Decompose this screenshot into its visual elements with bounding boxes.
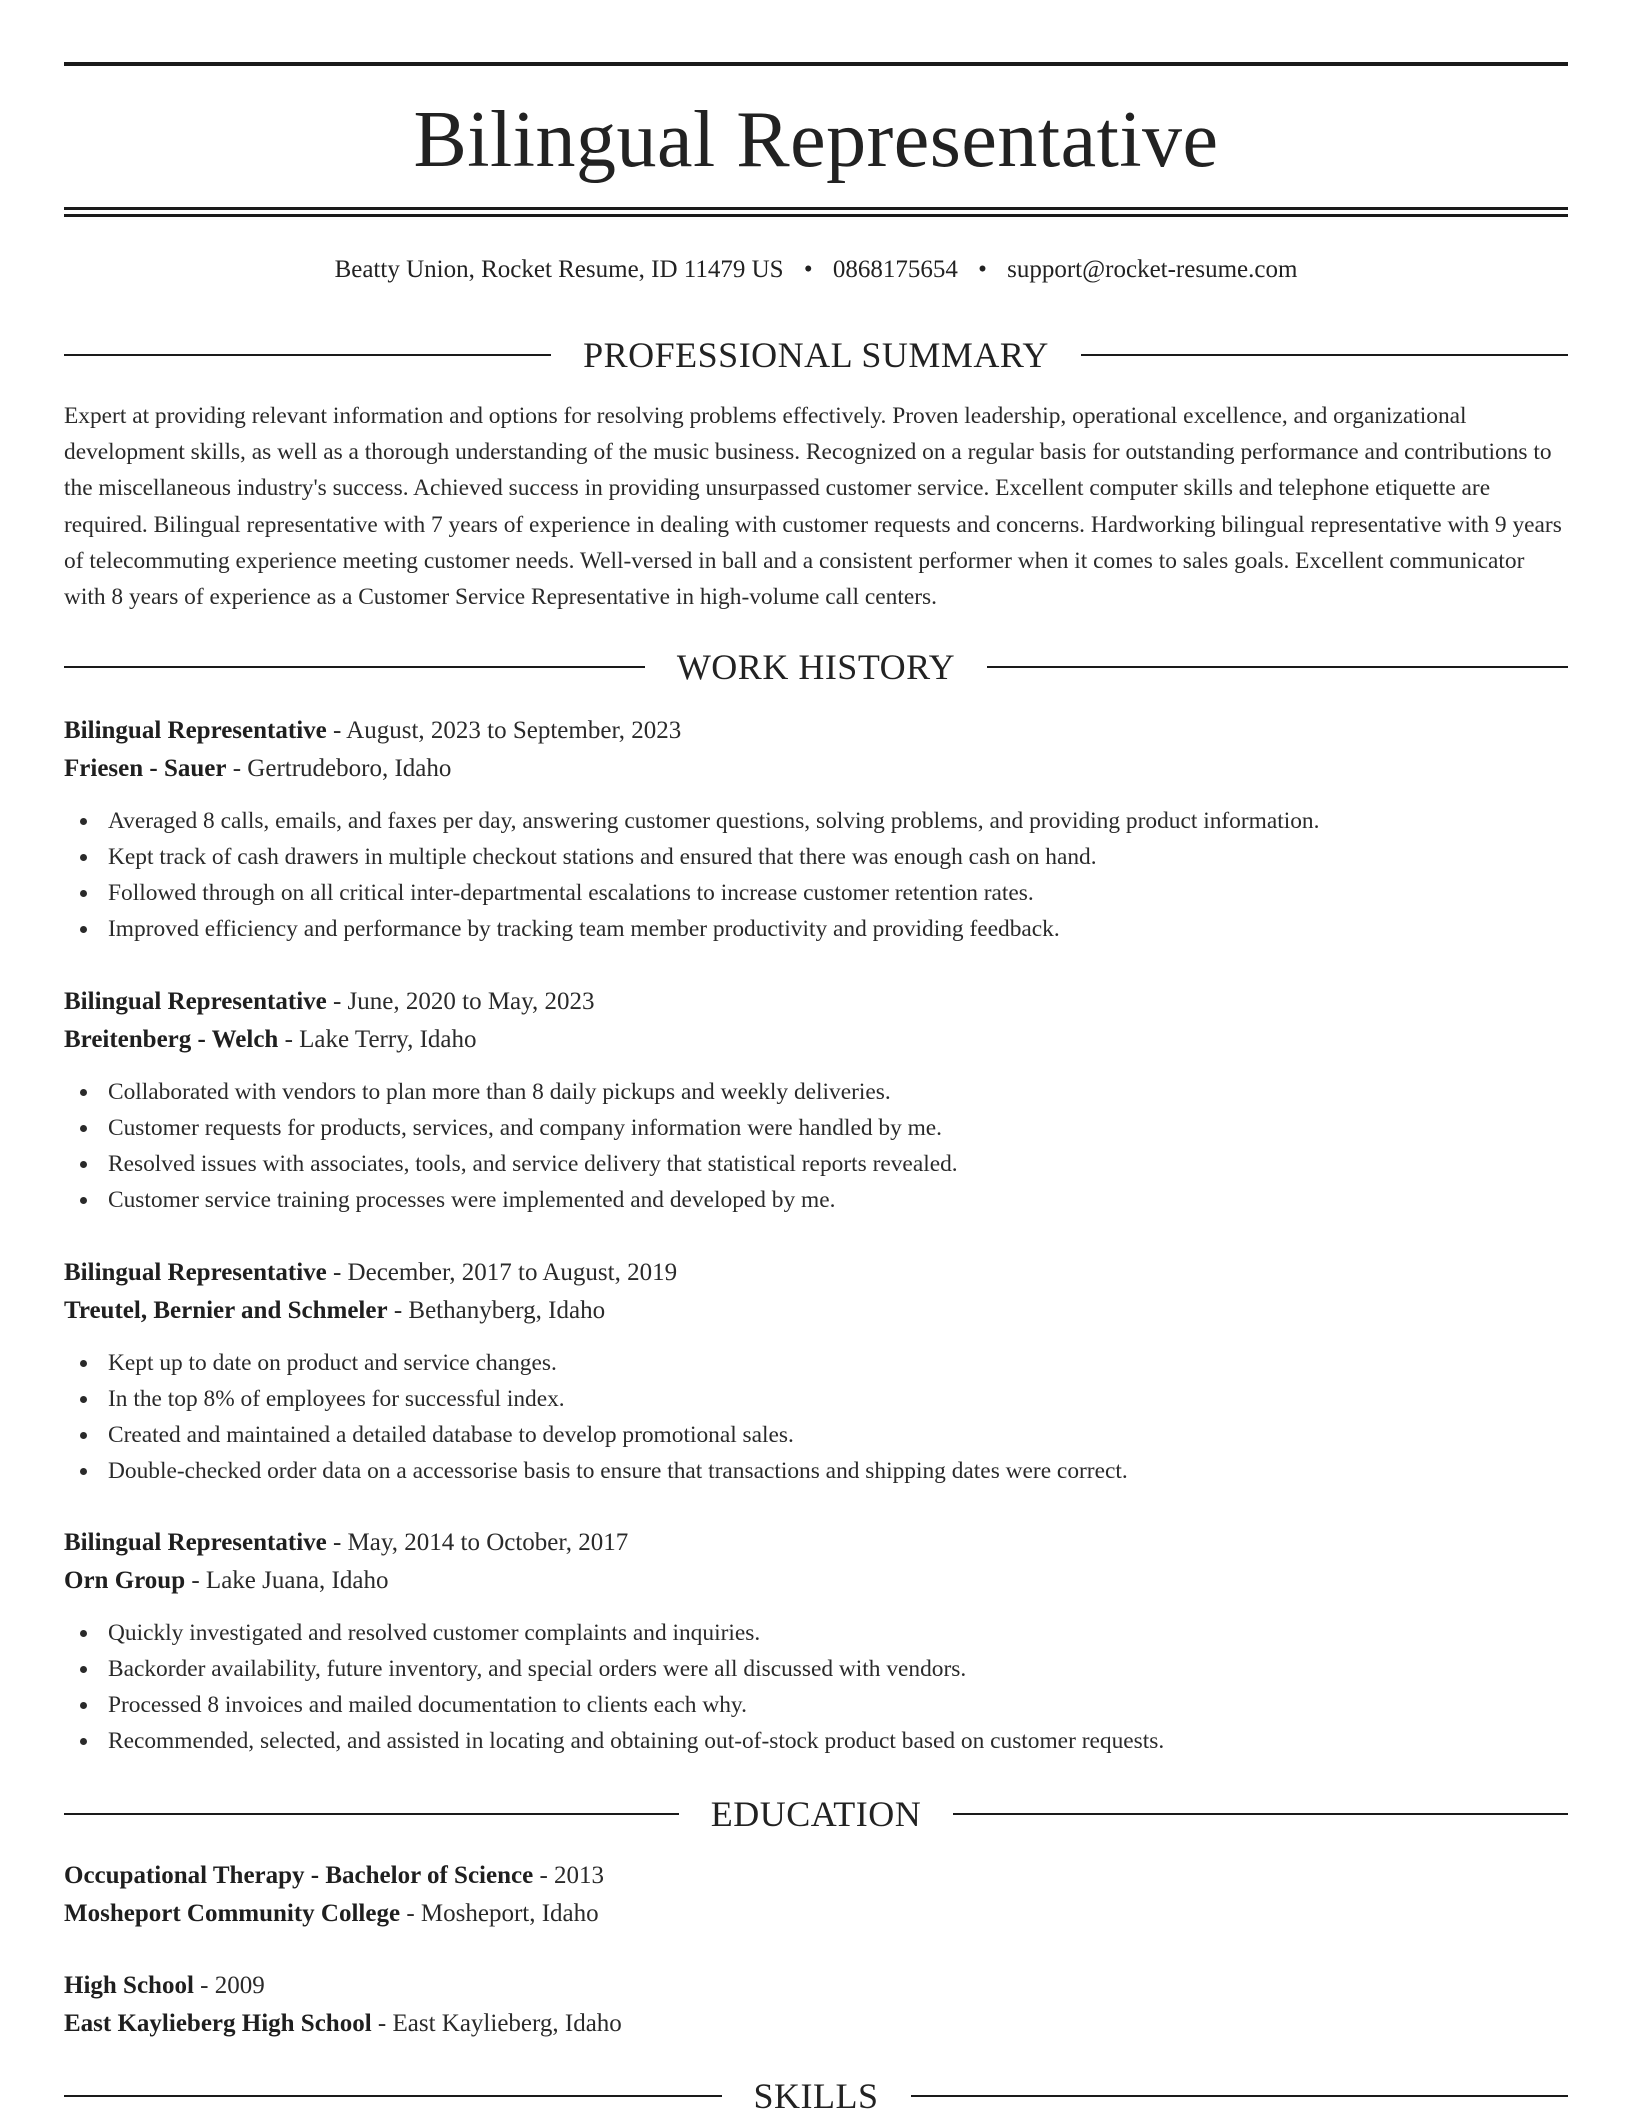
job-bullets [64, 1345, 1568, 1489]
summary-paragraph: Expert at providing relevant information and options for resolving problems effectively. Proven leadership, operational excellence, and organizational development skills, as well as a thorough understanding of the music business. Recognized on a regular basis for outstanding performance and contributions to the miscellaneous industry's success. Achieved success in providing unsurpassed customer service. Excellent computer skills and telephone etiquette are required. Bilingual representative with 7 years of experience in dealing with customer requests and concerns. Hardworking bilingual representative with 9 years of telecommuting experience meeting customer needs. Well-versed in ball and a consistent performer when it comes to sales goals. Excellent communicator with 8 years of experience as a Customer Service Representative in high-volume call centers. [64, 403, 1562, 611]
job-bullet: Backorder availability, future inventory, and special orders were all discussed with vendors. [64, 1651, 1568, 1687]
education-school-line [64, 1895, 1568, 1933]
education-entry [64, 1967, 1568, 2043]
job-dates: - June, 2020 to May, 2023 [326, 988, 595, 1015]
section-title: PROFESSIONAL SUMMARY [583, 335, 1049, 375]
job-bullet: Recommended, selected, and assisted in locating and obtaining out-of-stock product based on customer requests. [64, 1723, 1568, 1759]
section-title: SKILLS [753, 2076, 879, 2116]
education-degree: High School [64, 1972, 194, 1999]
divider [987, 666, 1568, 668]
job-bullet: Improved efficiency and performance by tracking team member productivity and providing feedback. [64, 911, 1568, 947]
job-company: Breitenberg - Welch [64, 1026, 279, 1053]
education-degree: Occupational Therapy - Bachelor of Science [64, 1862, 534, 1889]
job-bullets [64, 1074, 1568, 1218]
job-title: Bilingual Representative [64, 1529, 327, 1556]
section-title: WORK HISTORY [676, 647, 956, 687]
job-title: Bilingual Representative [64, 1259, 327, 1286]
section-title: EDUCATION [710, 1794, 922, 1834]
job-bullet: Kept up to date on product and service changes. [64, 1345, 1568, 1381]
job-bullet: Double-checked order data on a accessorise basis to ensure that transactions and shipping dates were correct. [64, 1453, 1568, 1489]
job-bullet: Created and maintained a detailed database to develop promotional sales. [64, 1417, 1568, 1453]
job-dates: - August, 2023 to September, 2023 [326, 717, 682, 744]
divider [64, 1813, 679, 1815]
job-company: Orn Group [64, 1567, 186, 1594]
job-bullet: Customer service training processes were implemented and developed by me. [64, 1182, 1568, 1218]
job-entry [64, 1254, 1568, 1489]
job-bullet: Quickly investigated and resolved customer complaints and inquiries. [64, 1615, 1568, 1651]
job-title-line [64, 712, 1568, 750]
contact-address: Beatty Union, Rocket Resume, ID 11479 US [334, 256, 784, 283]
divider [953, 1813, 1568, 1815]
job-company-line [64, 1021, 1568, 1059]
divider [64, 2095, 722, 2097]
job-company-line [64, 1562, 1568, 1600]
job-dates: - December, 2017 to August, 2019 [326, 1259, 678, 1286]
section-heading-skills [64, 2074, 1568, 2118]
job-bullet: Collaborated with vendors to plan more than 8 daily pickups and weekly deliveries. [64, 1074, 1568, 1110]
job-entry [64, 1524, 1568, 1759]
education-entry [64, 1857, 1568, 1933]
header-bottom-rule-double [64, 214, 1568, 217]
contact-separator: • [978, 256, 987, 283]
divider [1081, 354, 1568, 356]
job-title-line [64, 1254, 1568, 1292]
job-location: - Gertrudeboro, Idaho [226, 755, 452, 782]
job-bullet: Resolved issues with associates, tools, and service delivery that statistical reports revealed. [64, 1146, 1568, 1182]
page-title: Bilingual Representative [413, 96, 1219, 184]
education-school: East Kaylieberg High School [64, 2010, 372, 2037]
job-title-line [64, 1524, 1568, 1562]
divider [64, 354, 551, 356]
job-bullet: Followed through on all critical inter-departmental escalations to increase customer retention rates. [64, 875, 1568, 911]
job-company: Friesen - Sauer [64, 755, 227, 782]
job-location: - Lake Terry, Idaho [278, 1026, 477, 1053]
job-company: Treutel, Bernier and Schmeler [64, 1297, 388, 1324]
job-bullets [64, 803, 1568, 947]
job-company-line [64, 1292, 1568, 1330]
job-company-line [64, 750, 1568, 788]
job-bullet: In the top 8% of employees for successful index. [64, 1381, 1568, 1417]
header-bottom-rule [64, 207, 1568, 210]
education-year: - 2013 [533, 1862, 605, 1889]
divider [64, 666, 645, 668]
contact-separator: • [803, 256, 813, 283]
section-heading-summary [64, 333, 1568, 377]
job-title: Bilingual Representative [64, 717, 327, 744]
section-heading-work [64, 645, 1568, 689]
education-year: - 2009 [193, 1972, 265, 1999]
education-degree-line [64, 1857, 1568, 1895]
divider [911, 2095, 1569, 2097]
education-location: - East Kaylieberg, Idaho [371, 2010, 622, 2037]
education-degree-line [64, 1967, 1568, 2005]
education-location: - Mosheport, Idaho [400, 1900, 599, 1927]
job-bullet: Averaged 8 calls, emails, and faxes per day, answering customer questions, solving problems, and providing product information. [64, 803, 1568, 839]
education-school: Mosheport Community College [64, 1900, 401, 1927]
header-top-rule [64, 62, 1568, 66]
job-location: - Lake Juana, Idaho [185, 1567, 389, 1594]
job-entry [64, 983, 1568, 1218]
job-bullet: Customer requests for products, services, and company information were handled by me. [64, 1110, 1568, 1146]
job-title-line [64, 983, 1568, 1021]
education-school-line [64, 2005, 1568, 2043]
job-location: - Bethanyberg, Idaho [387, 1297, 606, 1324]
section-heading-education [64, 1792, 1568, 1836]
contact-line [64, 252, 1568, 288]
job-bullet: Kept track of cash drawers in multiple checkout stations and ensured that there was enough cash on hand. [64, 839, 1568, 875]
contact-phone: 0868175654 [832, 256, 958, 283]
job-entry [64, 712, 1568, 947]
job-bullets [64, 1615, 1568, 1759]
contact-email[interactable]: support@rocket-resume.com [1007, 256, 1298, 283]
job-bullet: Processed 8 invoices and mailed documentation to clients each why. [64, 1687, 1568, 1723]
job-title: Bilingual Representative [64, 988, 327, 1015]
job-dates: - May, 2014 to October, 2017 [326, 1529, 629, 1556]
